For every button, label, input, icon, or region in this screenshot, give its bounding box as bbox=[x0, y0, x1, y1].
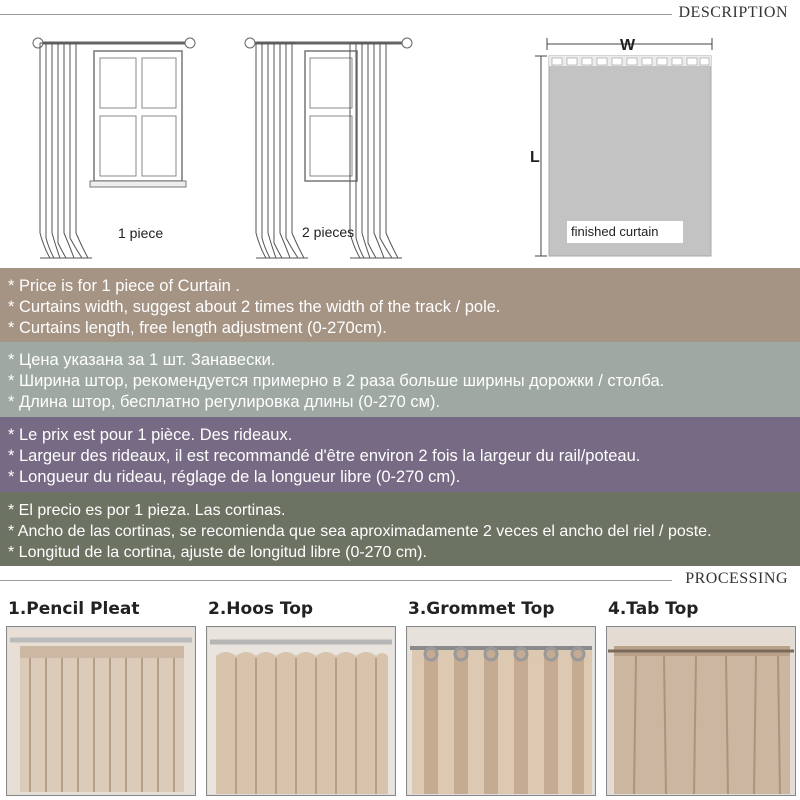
spanish-info-band bbox=[0, 492, 800, 566]
processing-header bbox=[0, 566, 800, 594]
english-line: * Price is for 1 piece of Curtain . bbox=[8, 277, 241, 295]
hoos-top-label: 2.Hoos Top bbox=[208, 599, 314, 619]
finished-curtain-label: finished curtain bbox=[571, 224, 659, 239]
pencil-pleat-label: 1.Pencil Pleat bbox=[8, 599, 140, 619]
hoos-top-card bbox=[200, 596, 396, 800]
english-line: * Curtains width, suggest about 2 times the width of the track / pole. bbox=[8, 298, 501, 316]
french-line: * Le prix est pour 1 pièce. Des rideaux. bbox=[8, 426, 293, 444]
pencil-pleat-photo bbox=[6, 626, 196, 796]
spanish-line: * Longitud de la cortina, ajuste de longitud libre (0-270 cm). bbox=[8, 544, 427, 561]
one-piece-label: 1 piece bbox=[118, 225, 164, 241]
description-header bbox=[0, 0, 800, 28]
french-info-band bbox=[0, 417, 800, 492]
french-line: * Longueur du rideau, réglage de la longueur libre (0-270 cm). bbox=[8, 468, 461, 486]
english-line: * Curtains length, free length adjustment (0-270cm). bbox=[8, 319, 387, 337]
one-piece-scene bbox=[33, 38, 195, 258]
tab-top-label: 4.Tab Top bbox=[608, 599, 699, 619]
description-title: DESCRIPTION bbox=[672, 4, 788, 22]
processing-title: PROCESSING bbox=[679, 570, 788, 588]
two-pieces-label: 2 pieces bbox=[302, 224, 355, 240]
description-rule bbox=[0, 14, 672, 15]
russian-line: * Длина штор, бесплатно регулировка длины (0-270 см). bbox=[8, 393, 441, 411]
processing-rule bbox=[0, 580, 672, 581]
length-label: L bbox=[530, 149, 540, 166]
curtain-illustration bbox=[0, 28, 800, 268]
width-label: W bbox=[620, 37, 636, 54]
pencil-pleat-card bbox=[0, 596, 196, 800]
russian-line: * Ширина штор, рекомендуется примерно в 2 раза больше ширины дорожки / столба. bbox=[8, 372, 665, 390]
spanish-line: * El precio es por 1 pieza. Las cortinas. bbox=[8, 502, 286, 519]
grommet-top-card bbox=[400, 596, 596, 800]
grommet-top-label: 3.Grommet Top bbox=[408, 599, 555, 619]
grommet-top-photo bbox=[406, 626, 596, 796]
english-info-band bbox=[0, 268, 800, 342]
curtain-diagram bbox=[0, 28, 800, 268]
russian-line: * Цена указана за 1 шт. Занавески. bbox=[8, 351, 276, 369]
tab-top-card bbox=[600, 596, 796, 800]
spanish-line: * Ancho de las cortinas, se recomienda que sea aproximadamente 2 veces el ancho del riel / poste. bbox=[8, 523, 712, 540]
tab-top-photo bbox=[606, 626, 796, 796]
russian-info-band bbox=[0, 342, 800, 417]
french-line: * Largeur des rideaux, il est recommandé d'être environ 2 fois la largeur du rail/poteau. bbox=[8, 447, 641, 465]
hoos-top-photo bbox=[206, 626, 396, 796]
